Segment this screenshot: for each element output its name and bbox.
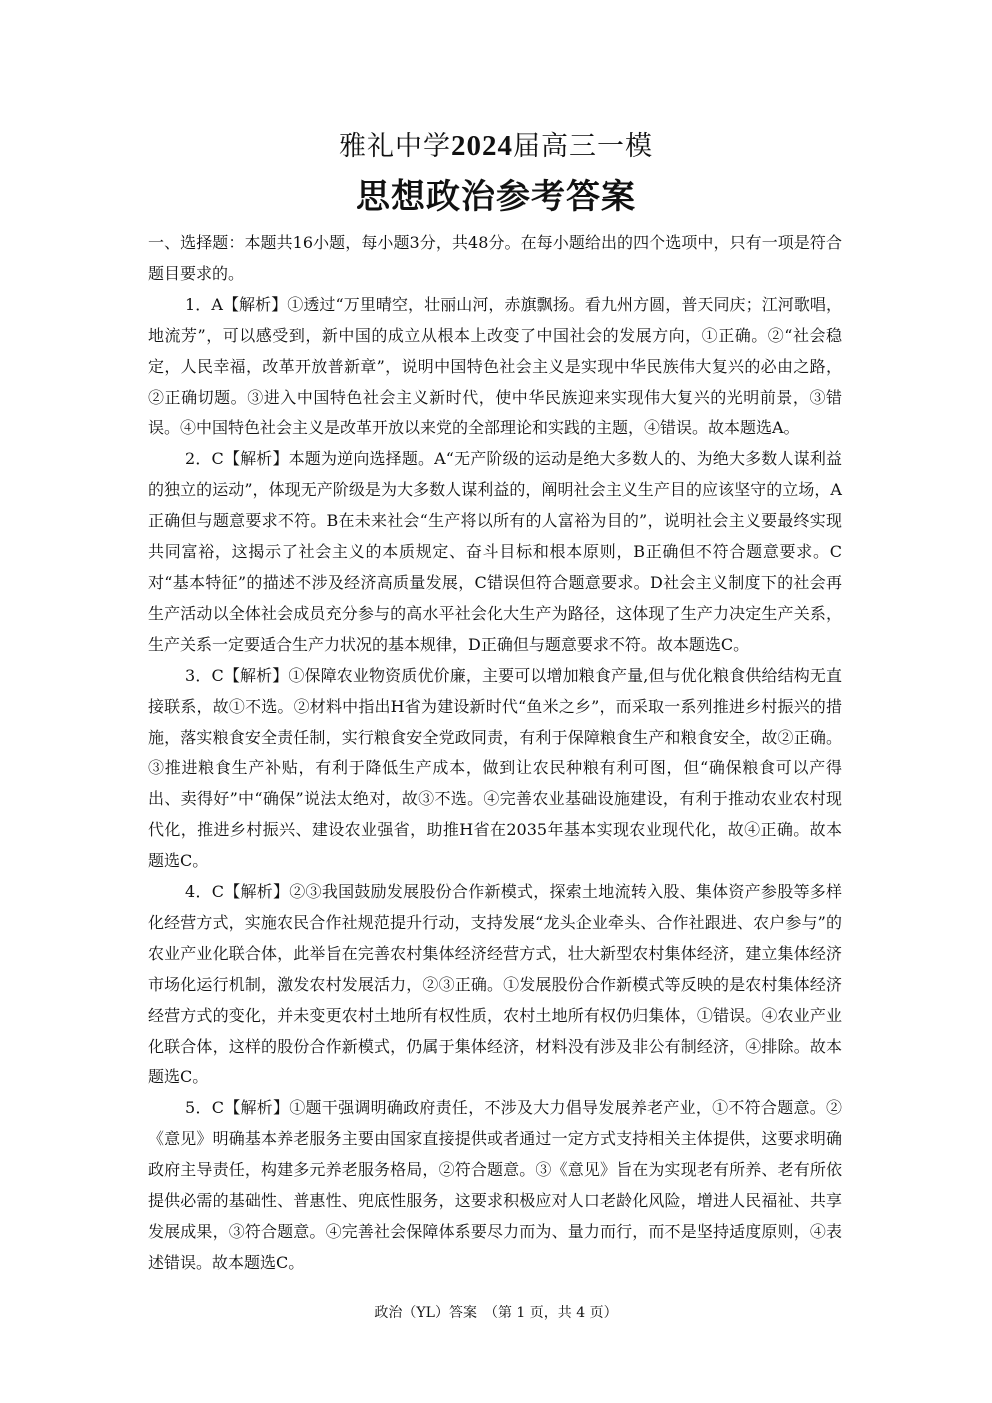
question-number: 1． [185,294,212,314]
answer-choice: C [211,449,224,469]
analysis-text: ②③我国鼓励发展股份合作新模式，探索土地流转入股、集体资产参股等多样化经营方式，实施农民合作社规范提升行动，支持发展“龙头企业牵头、合作社跟进、农户参与”的农业产业化联合体，此举旨在完善农村集体经济经营方式，壮大新型农村集体经济，建立集体经济市场化运行机制，激发农村发展活力，②③正确。①发展股份合作新模式等反映的是农村集体经济经营方式的变化，并未变更农村土地所有权性质，农村土地所有权仍归集体，①错误。④农业产业化联合体，这样的股份合作新模式，仍属于集体经济，材料没有涉及非公有制经济，④排除。故本题选C。 [148,882,842,1087]
answer-content [148,228,842,1279]
analysis-text: ①题干强调明确政府责任，不涉及大力倡导发展养老产业，①不符合题意。②《意见》明确基本养老服务主要由国家直接提供或者通过一定方式支持相关主体提供，这要求明确政府主导责任，构建多元养老服务格局，②符合题意。③《意见》旨在为实现老有所养、老有所依提供必需的基础性、普惠性、兜底性服务，这要求积极应对人口老龄化风险，增进人民福祉、共享发展成果，③符合题意。④完善社会保障体系要尽力而为、量力而行，而不是坚持适度原则，④表述错误。故本题选C。 [148,1098,842,1272]
answer-choice: A [211,294,223,314]
analysis-tag: 【解析】 [223,449,289,469]
exam-year: 2024 [451,130,513,162]
question-number: 3． [185,665,212,685]
question-number: 4． [185,882,212,902]
analysis-text: ①保障农业物资质优价廉，主要可以增加粮食产量,但与优化粮食供给结构无直接联系，故①不选。②材料中指出H省为建设新时代“鱼米之乡”，而采取一系列推进乡村振兴的措施，落实粮食安全责任制，实行粮食安全党政同责，有利于保障粮食生产和粮食安全，故②正确。③推进粮食生产补贴，有利于降低生产成本，做到让农民种粮有利可图，但“确保粮食可以产得出、卖得好”中“确保”说法太绝对，故③不选。④完善农业基础设施建设，有利于推动农业农村现代化，推进乡村振兴、建设农业强省，助推H省在2035年基本实现农业现代化，故④正确。故本题选C。 [148,665,842,871]
answer-item-5 [148,1093,842,1278]
question-number: 2． [185,449,212,469]
exam-name: 届高三一模 [513,131,653,162]
document-title: 思想政治参考答案 [356,177,636,217]
analysis-text: 本题为逆向选择题。A“无产阶级的运动是绝大多数人的、为绝大多数人谋利益的独立的运动”，体现无产阶级是为大多数人谋利益的，阐明社会主义生产目的应该坚守的立场，A正确但与题意要求不符。B在未来社会“生产将以所有的人富裕为目的”，说明社会主义要最终实现共同富裕，这揭示了社会主义的本质规定、奋斗目标和根本原则，B正确但不符合题意要求。C对“基本特征”的描述不涉及经济高质量发展，C错误但符合题意要求。D社会主义制度下的社会再生产活动以全体社会成员充分参与的高水平社会化大生产为路径，这体现了生产力决定生产关系，生产关系一定要适合生产力状况的基本规律，D正确但与题意要求不符。故本题选C。 [148,449,842,654]
exam-title [0,126,992,167]
section-intro: 一、选择题：本题共16小题，每小题3分，共48分。在每小题给出的四个选项中，只有一项是符合题目要求的。 [148,233,842,283]
analysis-tag: 【解析】 [223,1098,290,1118]
analysis-text: ①透过“万里晴空，壮丽山河，赤旗飘扬。看九州方圆，普天同庆；江河歌唱，地流芳”，可以感受到，新中国的成立从根本上改变了中国社会的发展方向，①正确。②“社会稳定，人民幸福，改革开放普新章”，说明中国特色社会主义是实现中华民族伟大复兴的必由之路，②正确切题。③进入中国特色社会主义新时代，使中华民族迎来实现伟大复兴的光明前景，③错误。④中国特色社会主义是改革开放以来党的全部理论和实践的主题，④错误。故本题选A。 [148,294,842,438]
answer-choice: C [211,665,224,685]
answer-choice: C [211,1098,224,1118]
school-name: 雅礼中学 [339,131,451,162]
analysis-tag: 【解析】 [223,882,290,902]
answer-item-2 [148,444,842,660]
answer-item-3 [148,661,842,877]
answer-item-1 [148,290,842,445]
analysis-tag: 【解析】 [222,294,288,314]
page-footer: 政治（YL）答案 （第 1 页，共 4 页） [374,1305,618,1321]
answer-choice: C [211,882,224,902]
analysis-tag: 【解析】 [223,665,289,685]
question-number: 5． [185,1098,212,1118]
answer-item-4 [148,877,842,1093]
